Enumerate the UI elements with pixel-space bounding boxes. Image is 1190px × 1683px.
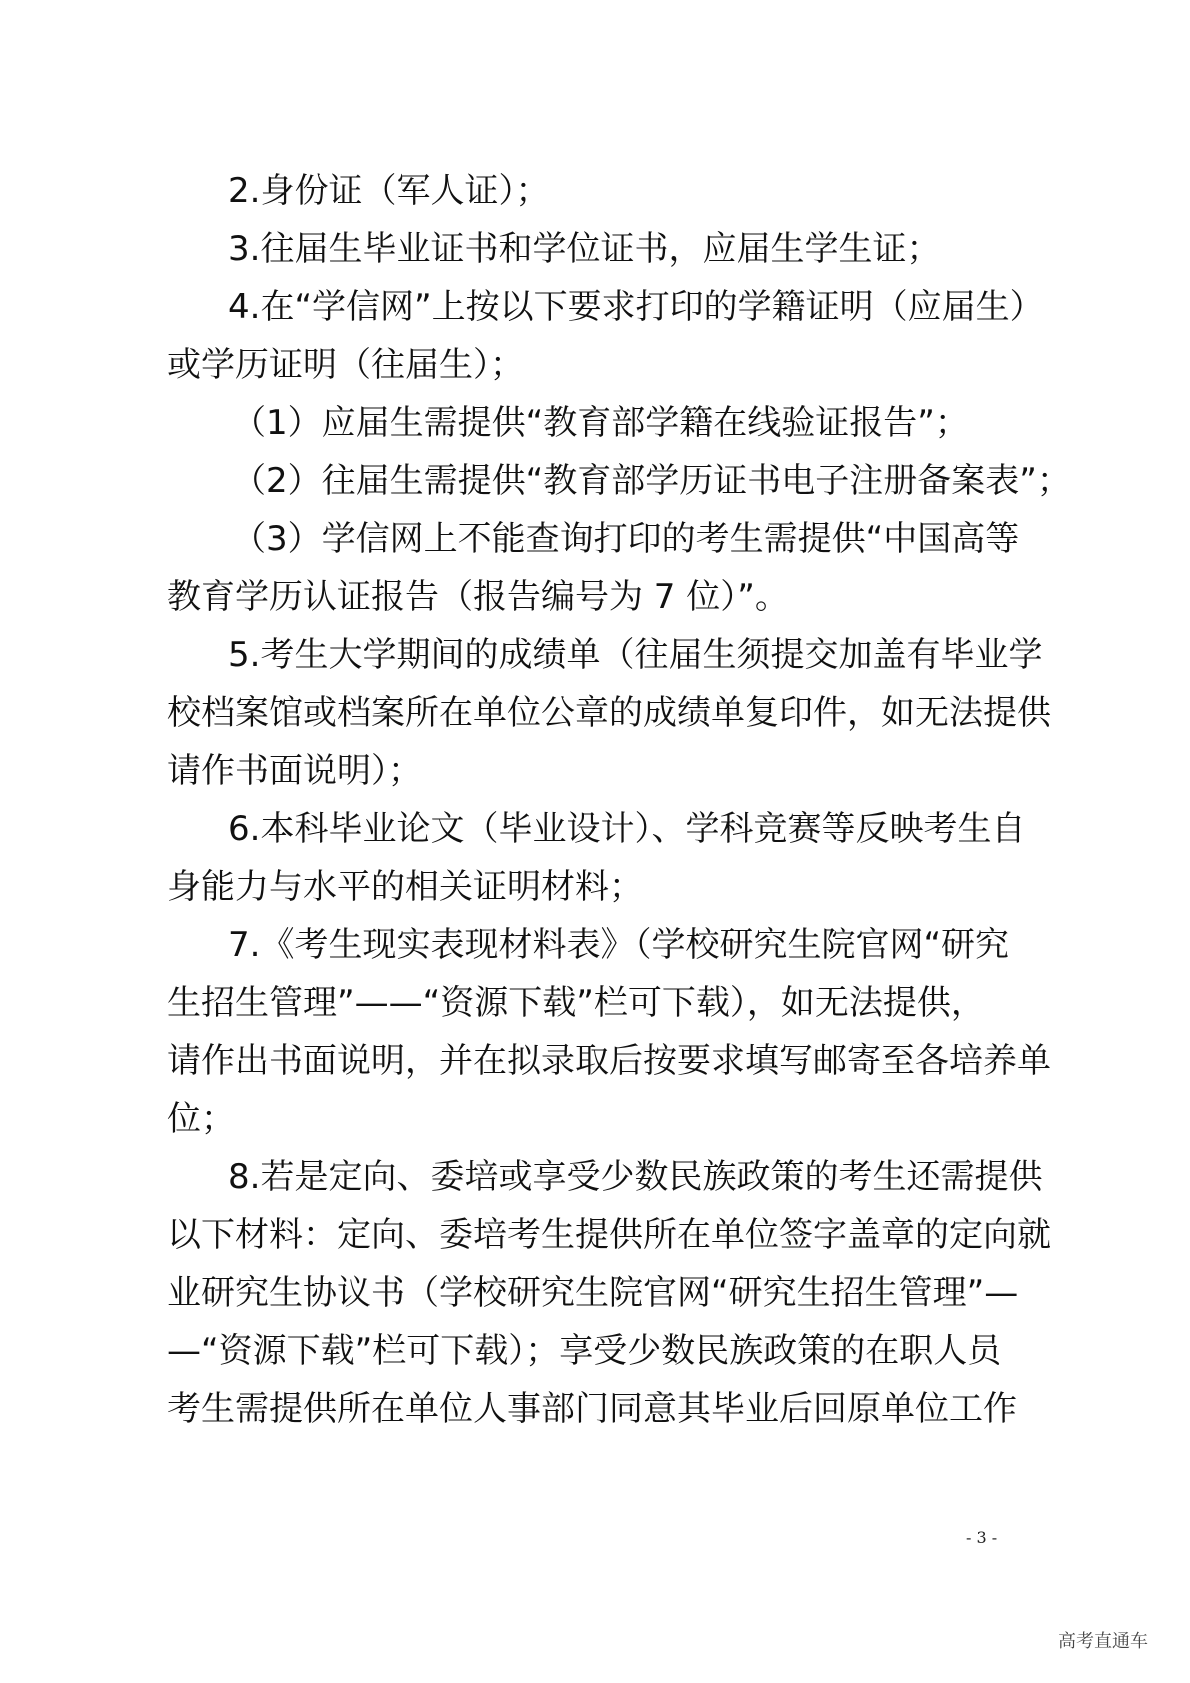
text-line: 7.《考生现实表现材料表》（学校研究生院官网“研究 (228, 925, 1010, 965)
text-line: 位； (167, 1099, 235, 1139)
page-number: - 3 - (966, 1528, 998, 1547)
text-line: （2）往届生需提供“教育部学历证书电子注册备案表”； (232, 461, 1071, 501)
text-line: 身能力与水平的相关证明材料； (167, 867, 643, 907)
watermark-text: 高考直通车 (1058, 1631, 1148, 1652)
text-line: 请作书面说明）； (167, 751, 422, 791)
text-line: 4.在“学信网”上按以下要求打印的学籍证明（应届生） (228, 287, 1044, 327)
text-line: 以下材料：定向、委培考生提供所在单位签字盖章的定向就 (167, 1215, 1051, 1255)
text-line: 业研究生协议书（学校研究生院官网“研究生招生管理”— (167, 1273, 1019, 1313)
text-line: （1）应届生需提供“教育部学籍在线验证报告”； (232, 403, 969, 443)
text-line: —“资源下载”栏可下载）；享受少数民族政策的在职人员 (167, 1331, 1002, 1371)
text-line: 请作出书面说明，并在拟录取后按要求填写邮寄至各培养单 (167, 1041, 1051, 1081)
text-line: 教育学历认证报告（报告编号为 7 位）”。 (167, 577, 789, 617)
text-line: 或学历证明（往届生）； (167, 345, 524, 385)
text-line: 考生需提供所在单位人事部门同意其毕业后回原单位工作 (167, 1389, 1017, 1429)
text-line: 生招生管理”——“资源下载”栏可下载），如无法提供， (167, 983, 985, 1023)
text-line: 3.往届生毕业证书和学位证书，应届生学生证； (228, 229, 941, 269)
text-line: 6.本科毕业论文（毕业设计）、学科竞赛等反映考生自 (228, 809, 1026, 849)
text-line: 5.考生大学期间的成绩单（往届生须提交加盖有毕业学 (228, 635, 1043, 675)
text-line: 校档案馆或档案所在单位公章的成绩单复印件，如无法提供 (167, 693, 1051, 733)
text-line: 2.身份证（军人证）； (228, 171, 550, 211)
text-line: 8.若是定向、委培或享受少数民族政策的考生还需提供 (228, 1157, 1043, 1197)
text-line: （3）学信网上不能查询打印的考生需提供“中国高等 (232, 519, 1020, 559)
